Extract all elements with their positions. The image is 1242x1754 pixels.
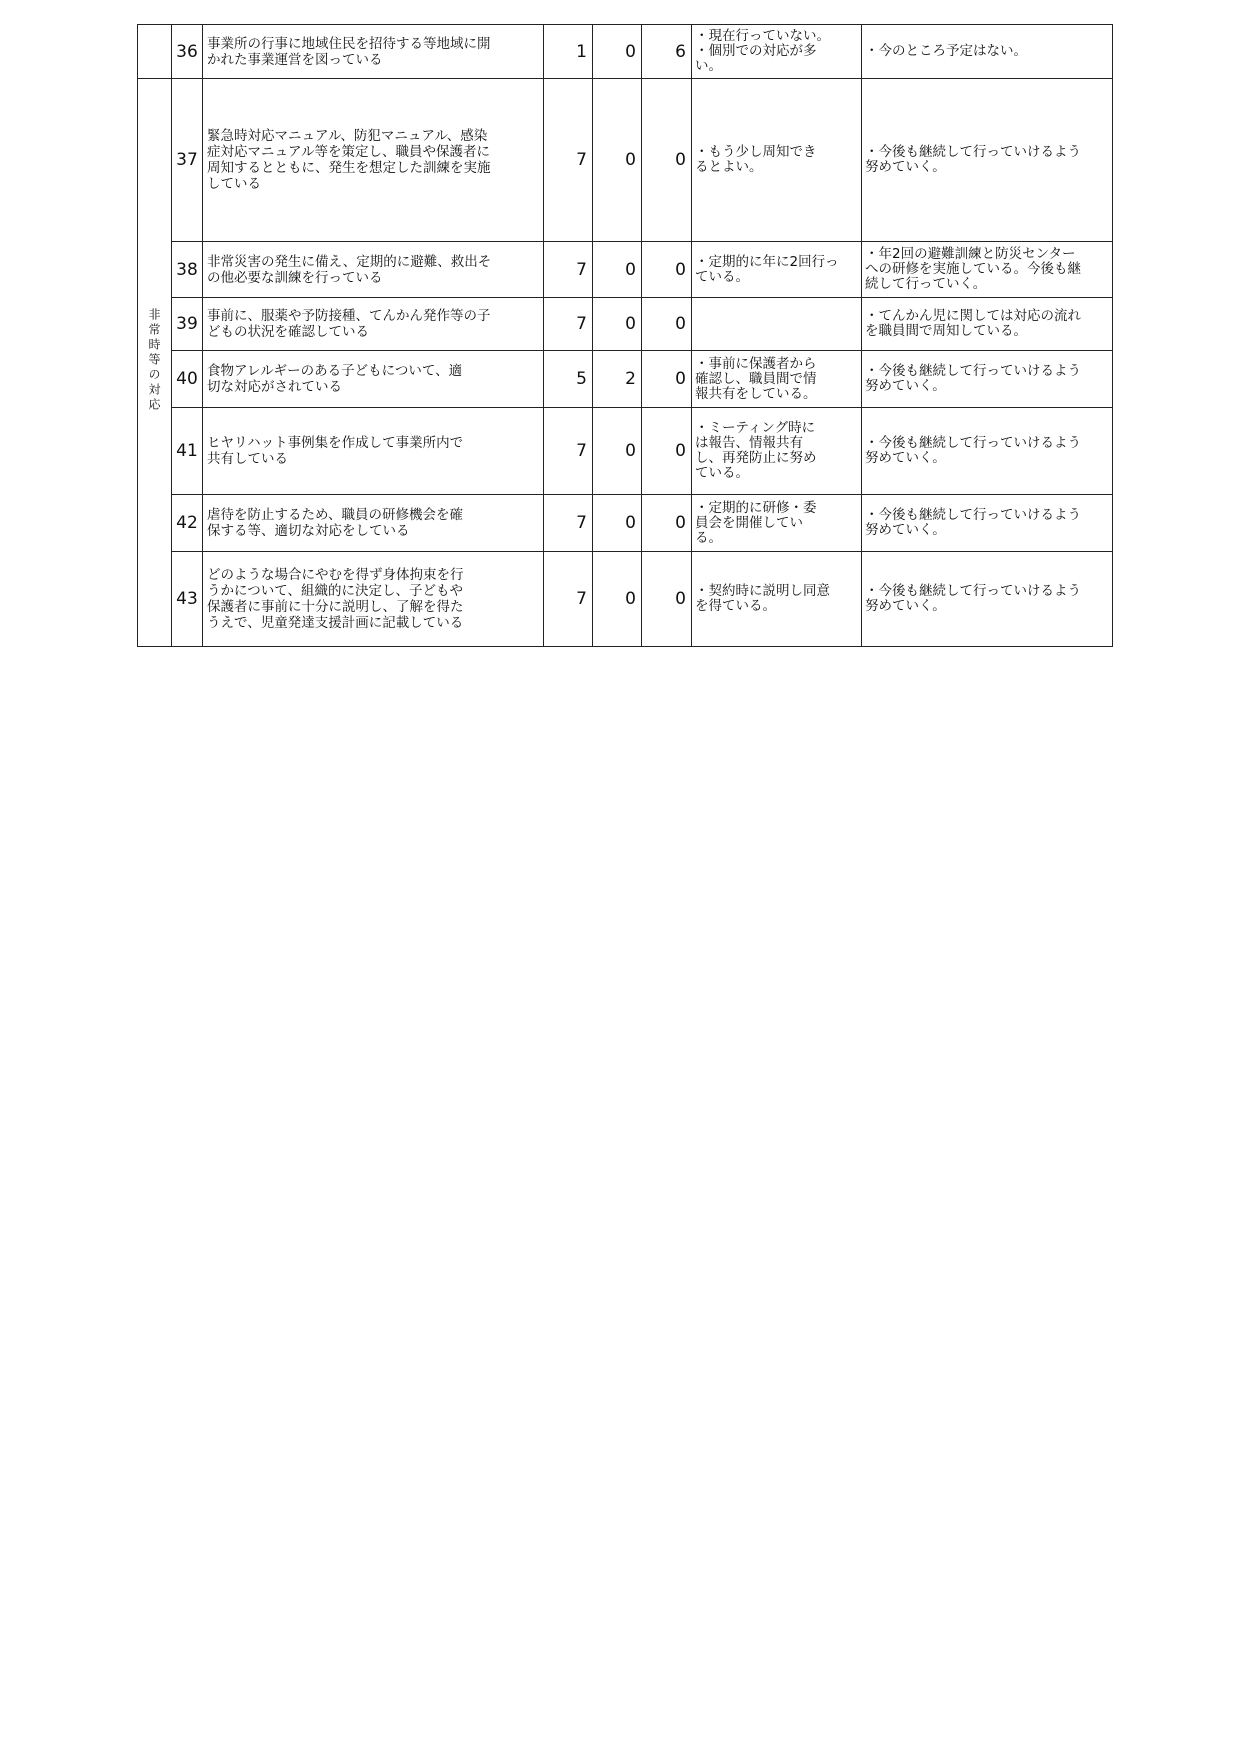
category-label: 非常時等の対応 xyxy=(147,308,161,413)
question-line: 周知するとともに、発生を想定した訓練を実施 xyxy=(207,160,491,176)
question-line: どのような場合にやむを得ず身体拘束を行 xyxy=(207,567,464,583)
plan-line: ・今後も継続して行っていけるよう xyxy=(865,363,1081,379)
plan-line: 努めていく。 xyxy=(865,450,946,466)
plan-text xyxy=(862,25,1113,79)
plan-line: ・今後も継続して行っていけるよう xyxy=(865,583,1081,599)
table-row xyxy=(138,298,1113,351)
table-row xyxy=(138,351,1113,408)
table-row xyxy=(138,408,1113,495)
status-text xyxy=(692,25,862,79)
question-text xyxy=(203,351,544,408)
status-line: ・定期的に研修・委 xyxy=(695,499,817,516)
question-line: かれた事業運営を図っている xyxy=(207,51,383,68)
question-text xyxy=(203,552,544,647)
plan-text xyxy=(862,298,1113,351)
question-line: 保する等、適切な対応をしている xyxy=(207,523,410,539)
count-yes: 1 xyxy=(544,25,593,79)
count-unknown: 2 xyxy=(593,351,642,408)
question-line: している xyxy=(207,176,261,192)
count-no: 0 xyxy=(642,298,692,351)
item-number: 37 xyxy=(172,79,203,242)
plan-line: ・てんかん児に関しては対応の流れ xyxy=(865,308,1081,324)
table-row xyxy=(138,25,1113,79)
status-text xyxy=(692,298,862,351)
plan-line: を職員間で周知している。 xyxy=(865,323,1027,339)
status-text xyxy=(692,242,862,298)
question-text xyxy=(203,495,544,552)
count-yes: 7 xyxy=(544,408,593,495)
question-line: どもの状況を確認している xyxy=(207,324,369,340)
item-number: 41 xyxy=(172,408,203,495)
plan-line: ・今後も継続して行っていけるよう xyxy=(865,507,1081,523)
status-text xyxy=(692,351,862,408)
plan-text xyxy=(862,495,1113,552)
count-unknown: 0 xyxy=(593,552,642,647)
plan-line: 続して行っていく。 xyxy=(865,276,987,292)
count-no: 0 xyxy=(642,552,692,647)
table-row xyxy=(138,552,1113,647)
plan-text xyxy=(862,552,1113,647)
status-text xyxy=(692,408,862,495)
status-line: ・定期的に年に2回行っ xyxy=(695,253,839,270)
count-unknown: 0 xyxy=(593,242,642,298)
status-text xyxy=(692,495,862,552)
category-cell-previous xyxy=(138,25,172,79)
item-number: 36 xyxy=(172,25,203,79)
count-yes: 7 xyxy=(544,552,593,647)
evaluation-table xyxy=(137,24,1113,647)
count-yes: 7 xyxy=(544,242,593,298)
question-text xyxy=(203,298,544,351)
evaluation-sheet xyxy=(137,24,1112,647)
question-line: の他必要な訓練を行っている xyxy=(207,269,383,286)
item-number: 38 xyxy=(172,242,203,298)
question-line: 食物アレルギーのある子どもについて、適 xyxy=(207,363,463,379)
question-line: 事前に、服薬や予防接種、てんかん発作等の子 xyxy=(207,308,491,324)
question-line: 虐待を防止するため、職員の研修機会を確 xyxy=(207,507,463,523)
plan-text xyxy=(862,79,1113,242)
question-line: うかについて、組織的に決定し、子どもや xyxy=(207,583,463,599)
plan-line: 努めていく。 xyxy=(865,522,946,538)
plan-line: 努めていく。 xyxy=(865,598,946,614)
plan-line: ・年2回の避難訓練と防災センター xyxy=(865,246,1076,262)
count-no: 6 xyxy=(642,25,692,79)
status-text xyxy=(692,79,862,242)
status-line: を得ている。 xyxy=(695,598,776,614)
status-line: るとよい。 xyxy=(695,159,763,175)
count-yes: 5 xyxy=(544,351,593,408)
status-line: ・もう少し周知でき xyxy=(695,144,817,160)
question-line: 症対応マニュアル等を策定し、職員や保護者に xyxy=(207,144,490,160)
question-text xyxy=(203,25,544,79)
question-line: ヒヤリハット事例集を作成して事業所内で xyxy=(207,435,464,451)
plan-line: ・今後も継続して行っていけるよう xyxy=(865,144,1081,160)
category-cell xyxy=(138,79,172,647)
status-line: い。 xyxy=(695,58,722,74)
question-line: 事業所の行事に地域住民を招待する等地域に開 xyxy=(207,35,491,52)
status-line: ・事前に保護者から xyxy=(695,355,817,372)
item-number: 43 xyxy=(172,552,203,647)
item-number: 39 xyxy=(172,298,203,351)
question-text xyxy=(203,408,544,495)
count-no: 0 xyxy=(642,495,692,552)
table-row xyxy=(138,495,1113,552)
question-text xyxy=(203,242,544,298)
status-line: ている。 xyxy=(695,465,749,481)
status-line: ・契約時に説明し同意 xyxy=(695,583,830,599)
count-unknown: 0 xyxy=(593,408,642,495)
table-row xyxy=(138,242,1113,298)
status-text xyxy=(692,552,862,647)
status-line: し、再発防止に努め xyxy=(695,450,817,466)
status-line: ・現在行っていない。 xyxy=(695,28,830,44)
plan-text xyxy=(862,408,1113,495)
plan-line: 努めていく。 xyxy=(865,159,946,175)
count-unknown: 0 xyxy=(593,25,642,79)
status-line: 確認し、職員間で情 xyxy=(695,370,817,387)
status-line: る。 xyxy=(695,529,722,546)
status-line: ている。 xyxy=(695,268,749,285)
status-line: 員会を開催してい xyxy=(695,514,803,531)
count-yes: 7 xyxy=(544,298,593,351)
question-text xyxy=(203,79,544,242)
item-number: 42 xyxy=(172,495,203,552)
count-unknown: 0 xyxy=(593,79,642,242)
count-yes: 7 xyxy=(544,495,593,552)
plan-text xyxy=(862,242,1113,298)
question-line: 保護者に事前に十分に説明し、了解を得た xyxy=(207,599,464,615)
question-line: 非常災害の発生に備え、定期的に避難、救出そ xyxy=(207,253,492,270)
count-unknown: 0 xyxy=(593,495,642,552)
table-row xyxy=(138,79,1113,242)
count-no: 0 xyxy=(642,242,692,298)
question-line: 共有している xyxy=(207,451,288,467)
item-number: 40 xyxy=(172,351,203,408)
plan-text xyxy=(862,351,1113,408)
count-no: 0 xyxy=(642,408,692,495)
plan-line: への研修を実施している。今後も継 xyxy=(865,261,1081,277)
status-line: は報告、情報共有 xyxy=(695,435,803,451)
count-no: 0 xyxy=(642,351,692,408)
plan-line: ・今後も継続して行っていけるよう xyxy=(865,435,1081,451)
plan-line: 努めていく。 xyxy=(865,378,946,394)
question-line: 切な対応がされている xyxy=(207,379,342,395)
table-body xyxy=(138,25,1113,647)
count-unknown: 0 xyxy=(593,298,642,351)
question-line: うえで、児童発達支援計画に記載している xyxy=(207,615,464,631)
count-no: 0 xyxy=(642,79,692,242)
status-line: ・個別での対応が多 xyxy=(695,43,817,59)
question-line: 緊急時対応マニュアル、防犯マニュアル、感染 xyxy=(207,128,488,144)
status-line: ・ミーティング時に xyxy=(695,420,816,436)
plan-line: ・今のところ予定はない。 xyxy=(865,43,1027,59)
count-yes: 7 xyxy=(544,79,593,242)
status-line: 報共有をしている。 xyxy=(695,385,817,402)
